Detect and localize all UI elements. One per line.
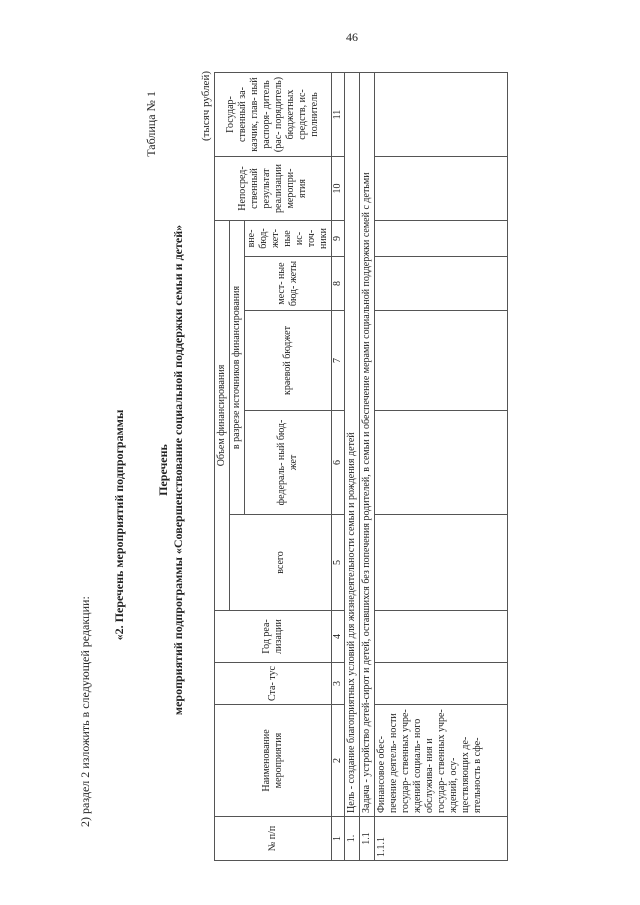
empty-cell <box>375 157 508 221</box>
intro-line: 2) раздел 2 изложить в следующей редакции: <box>78 596 92 827</box>
measure-row <box>375 73 508 861</box>
header-funding: Объем финансирования <box>215 221 230 611</box>
header-result: Непосред- ственный результат реализации меропри- ятия <box>215 157 332 221</box>
header-total: всего <box>230 515 332 611</box>
empty-cell <box>375 221 508 257</box>
page-number: 46 <box>346 30 358 44</box>
col-number: 9 <box>332 221 345 257</box>
col-number: 5 <box>332 515 345 611</box>
col-number: 10 <box>332 157 345 221</box>
header-row-1 <box>215 73 230 861</box>
header-sources: в разрезе источников финансирования <box>230 221 245 515</box>
col-number: 4 <box>332 611 345 663</box>
empty-cell <box>375 311 508 411</box>
section-title: «2. Перечень мероприятий подпрограммы <box>112 409 126 641</box>
table-number: Таблица № 1 <box>144 91 158 157</box>
empty-cell <box>375 73 508 157</box>
empty-cell <box>375 257 508 311</box>
col-number: 1 <box>332 817 345 861</box>
units-label: (тысяч рублей) <box>200 71 212 142</box>
document-title <box>156 65 186 875</box>
col-number: 2 <box>332 705 345 817</box>
task-row <box>360 73 375 861</box>
empty-cell <box>375 611 508 663</box>
header-regional: краевой бюджет <box>245 311 332 411</box>
rotated-content <box>60 65 620 875</box>
column-number-row <box>332 73 345 861</box>
header-federal: федераль- ный бюд- жет <box>245 411 332 515</box>
goal-text: Цель - создание благоприятных условий для жизнедеятельности семьи и рождения детей <box>345 73 360 817</box>
title-line-1: Перечень <box>156 444 170 496</box>
empty-cell <box>375 663 508 705</box>
task-text: Задача - устройство детей-сирот и детей, оставшихся без попечения родителей, в семьи и обеспечение мерами социальной поддержки семей с детьми <box>360 73 375 817</box>
header-extra: вне- бюд- жет- ные ис- точ- ники <box>245 221 332 257</box>
empty-cell <box>375 515 508 611</box>
col-number: 7 <box>332 311 345 411</box>
title-line-2: мероприятий подпрограммы «Совершенствование социальной поддержки семьи и детей» <box>171 224 185 716</box>
header-num: № п/п <box>215 817 332 861</box>
col-number: 11 <box>332 73 345 157</box>
task-num: 1.1 <box>360 817 375 861</box>
header-local: мест- ные бюд- жеты <box>245 257 332 311</box>
empty-cell <box>375 411 508 515</box>
measures-table <box>214 72 508 861</box>
goal-num: 1. <box>345 817 360 861</box>
header-status: Ста- тус <box>215 663 332 705</box>
measure-name: Финансовое обес- печение деятель- ности государ- ственных учре- ждений социаль- ного обслужива- ния и государ- ственных учре- ждений, осу- ществляющих де- ятельность в сфе- <box>375 705 508 817</box>
col-number: 6 <box>332 411 345 515</box>
header-customer: Государ- ственный за- казчик, глав- ный распоря- дитель (рас- порядитель) бюджетных средств, ис- полнитель <box>215 73 332 157</box>
header-name: Наименование мероприятия <box>215 705 332 817</box>
header-year: Год реа- лизации <box>215 611 332 663</box>
col-number: 3 <box>332 663 345 705</box>
measure-num: 1.1.1 <box>375 817 508 861</box>
goal-row <box>345 73 360 861</box>
col-number: 8 <box>332 257 345 311</box>
